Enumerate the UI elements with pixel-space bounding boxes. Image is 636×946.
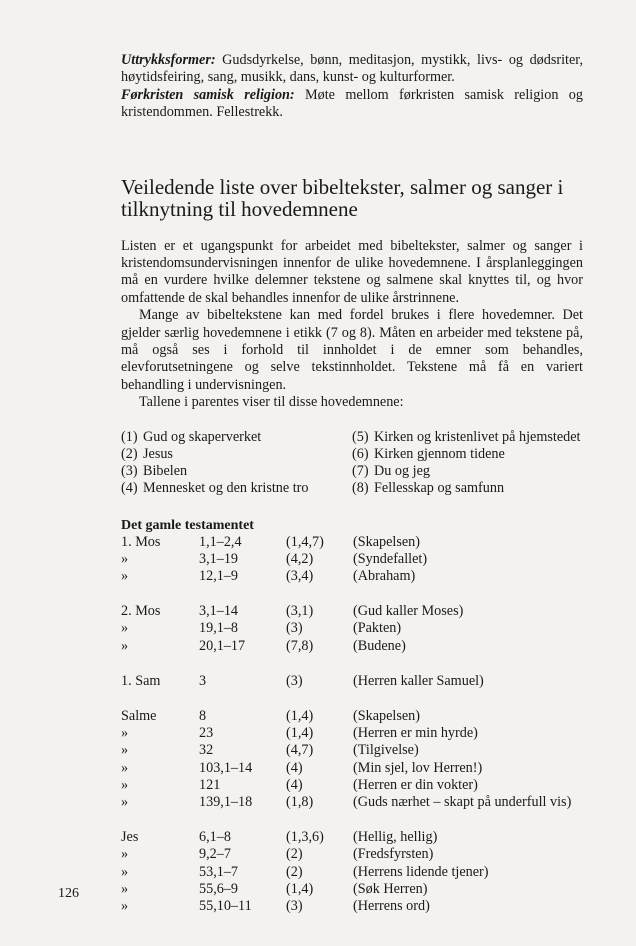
book-cell: »	[121, 742, 129, 759]
topic-number: (5)	[352, 428, 369, 445]
topic-cell: (1,3,6)	[286, 829, 324, 846]
topic-cell: (1,4,7)	[286, 533, 324, 550]
verse-cell: 1,1–2,4	[199, 533, 242, 550]
verse-cell: 23	[199, 725, 214, 742]
verse-cell: 3,1–14	[199, 603, 239, 620]
topic-text: Kirken og kristenlivet på hjemstedet	[374, 428, 581, 445]
topic-number: (6)	[352, 445, 369, 462]
book-cell: »	[121, 620, 129, 637]
topic-item	[121, 480, 352, 497]
note-cell: (Skapelsen)	[353, 707, 420, 724]
book-cell: 2. Mos	[121, 603, 161, 620]
book-cell: »	[121, 567, 129, 584]
table-row	[121, 864, 583, 881]
topic-item	[352, 463, 583, 480]
note-cell: (Herren kaller Samuel)	[353, 672, 484, 689]
book-cell: »	[121, 793, 129, 810]
note-cell: (Skapelsen)	[353, 533, 420, 550]
topic-cell: (4,2)	[286, 550, 314, 567]
note-cell: (Budene)	[353, 637, 406, 654]
topic-number: (8)	[352, 480, 369, 497]
topic-number: (7)	[352, 463, 369, 480]
note-cell: (Herrens ord)	[353, 897, 430, 914]
topic-number: (4)	[121, 480, 138, 497]
topic-cell: (7,8)	[286, 637, 314, 654]
topic-item	[121, 429, 352, 446]
scripture-reference-table	[121, 534, 583, 916]
verse-cell: 19,1–8	[199, 620, 239, 637]
topic-cell: (3)	[286, 672, 303, 689]
table-row	[121, 829, 583, 846]
table-row	[121, 534, 583, 551]
note-cell: (Pakten)	[353, 620, 402, 637]
topic-list	[121, 429, 583, 498]
topic-cell: (3,1)	[286, 603, 314, 620]
table-row	[121, 725, 583, 742]
topic-cell: (3)	[286, 897, 303, 914]
note-cell: (Hellig, hellig)	[353, 829, 438, 846]
note-cell: (Herrens lidende tjener)	[353, 863, 489, 880]
verse-cell: 12,1–9	[199, 567, 239, 584]
verse-cell: 55,6–9	[199, 880, 239, 897]
topic-cell: (1,4)	[286, 707, 314, 724]
page-number: 126	[58, 886, 79, 901]
book-cell: »	[121, 759, 129, 776]
topic-item	[121, 463, 352, 480]
verse-cell: 3,1–19	[199, 550, 239, 567]
verse-cell: 9,2–7	[199, 846, 231, 863]
verse-cell: 20,1–17	[199, 637, 246, 654]
note-cell: (Gud kaller Moses)	[353, 603, 464, 620]
topic-list-right	[352, 429, 583, 498]
topic-cell: (1,8)	[286, 793, 314, 810]
table-row	[121, 708, 583, 725]
note-cell: (Min sjel, lov Herren!)	[353, 759, 483, 776]
old-testament-heading: Det gamle testamentet	[121, 517, 254, 533]
table-row	[121, 742, 583, 759]
verse-cell: 3	[199, 672, 207, 689]
paragraph-1: Listen er et ugangspunkt for arbeidet med bibeltekster, salmer og sanger i kristendomsundervisningen innenfor de ulike hovedemnene. I årsplanleggingen må en vurdere hvilke delemner tekstene og salmene skal knyttes til, og hvor omfattende de skal behandles innenfor de ulike årstrinnene.	[121, 237, 583, 306]
intro-sami-religion	[121, 87, 583, 122]
topic-text: Gud og skaperverket	[143, 428, 262, 445]
table-row	[121, 794, 583, 811]
topic-item	[121, 446, 352, 463]
topic-number: (1)	[121, 428, 138, 445]
note-cell: (Guds nærhet – skapt på underfull vis)	[353, 793, 572, 810]
spacer-cell	[121, 655, 583, 673]
section-title: Veiledende liste over bibeltekster, salmer og sanger i tilknytning til hovedemnene	[121, 174, 564, 221]
spacer-cell	[121, 585, 583, 603]
table-row	[121, 620, 583, 637]
topic-cell: (3)	[286, 620, 303, 637]
table-row	[121, 777, 583, 794]
topic-cell: (2)	[286, 846, 303, 863]
topic-number: (2)	[121, 445, 138, 462]
intro-text-expression-forms: Gudsdyrkelse, bønn, meditasjon, mystikk, livs- og dødsriter, høytidsfeiring, sang, musikk, dans, kunst- og kulturformer.	[121, 52, 583, 86]
verse-cell: 55,10–11	[199, 897, 252, 914]
book-cell: 1. Mos	[121, 533, 161, 550]
verse-cell: 53,1–7	[199, 863, 239, 880]
topic-item	[352, 446, 583, 463]
scripture-reference-rows	[121, 534, 583, 916]
topic-cell: (4)	[286, 759, 303, 776]
note-cell: (Herren er din vokter)	[353, 776, 478, 793]
topic-cell: (4)	[286, 776, 303, 793]
table-row	[121, 846, 583, 863]
book-cell: Salme	[121, 707, 157, 724]
book-cell: »	[121, 846, 129, 863]
table-row	[121, 760, 583, 777]
topic-cell: (4,7)	[286, 742, 314, 759]
intro-label-expression-forms: Uttrykksformer:	[121, 52, 216, 68]
book-cell: »	[121, 897, 129, 914]
table-spacer	[121, 690, 583, 708]
paragraph-3: Tallene i parentes viser til disse hovedemnene:	[139, 394, 404, 411]
table-row	[121, 898, 583, 915]
table-row	[121, 603, 583, 620]
topic-cell: (3,4)	[286, 567, 314, 584]
topic-text: Kirken gjennom tidene	[374, 445, 505, 462]
book-cell: 1. Sam	[121, 672, 161, 689]
topic-item	[352, 429, 583, 446]
verse-cell: 32	[199, 742, 214, 759]
book-cell: »	[121, 776, 129, 793]
book-cell: »	[121, 725, 129, 742]
note-cell: (Herren er min hyrde)	[353, 725, 478, 742]
table-spacer	[121, 655, 583, 673]
verse-cell: 8	[199, 707, 207, 724]
verse-cell: 121	[199, 776, 221, 793]
note-cell: (Tilgivelse)	[353, 742, 419, 759]
table-row	[121, 568, 583, 585]
verse-cell: 6,1–8	[199, 829, 231, 846]
topic-text: Bibelen	[143, 463, 188, 480]
topic-cell: (1,4)	[286, 880, 314, 897]
topic-list-left	[121, 429, 352, 498]
book-cell: »	[121, 550, 129, 567]
topic-cell: (1,4)	[286, 725, 314, 742]
note-cell: (Syndefallet)	[353, 550, 428, 567]
verse-cell: 139,1–18	[199, 793, 253, 810]
topic-text: Jesus	[143, 445, 173, 462]
book-cell: »	[121, 637, 129, 654]
book-cell: Jes	[121, 829, 139, 846]
table-spacer	[121, 585, 583, 603]
topic-text: Mennesket og den kristne tro	[143, 480, 309, 497]
table-row	[121, 551, 583, 568]
page-content	[121, 52, 583, 915]
topic-item	[352, 480, 583, 497]
body-text	[121, 238, 583, 412]
note-cell: (Abraham)	[353, 567, 416, 584]
table-row	[121, 881, 583, 898]
table-row	[121, 673, 583, 690]
verse-cell: 103,1–14	[199, 759, 253, 776]
table-row	[121, 638, 583, 655]
book-cell: »	[121, 880, 129, 897]
spacer-cell	[121, 690, 583, 708]
book-cell: »	[121, 863, 129, 880]
spacer-cell	[121, 811, 583, 829]
intro-text-sami-religion: Møte mellom førkristen samisk religion og kristendommen. Fellestrekk.	[121, 86, 583, 121]
intro-label-sami-religion: Førkristen samisk religion:	[121, 86, 295, 103]
topic-text: Fellesskap og samfunn	[374, 480, 505, 497]
topic-text: Du og jeg	[374, 463, 430, 480]
note-cell: (Fredsfyrsten)	[353, 846, 434, 863]
table-spacer	[121, 811, 583, 829]
topic-cell: (2)	[286, 863, 303, 880]
intro-expression-forms	[121, 52, 583, 87]
paragraph-2: Mange av bibeltekstene kan med fordel brukes i flere hovedemner. Det gjelder særlig hovedemnene i etikk (7 og 8). Måten en arbeider med tekstene på, må også ses i forhold til innholdet i de emner som behandles, elevforutsetningene og selve tekstinnholdet. Tekstene må få en variert behandling i undervisningen.	[121, 307, 583, 393]
note-cell: (Søk Herren)	[353, 880, 428, 897]
topic-number: (3)	[121, 463, 138, 480]
